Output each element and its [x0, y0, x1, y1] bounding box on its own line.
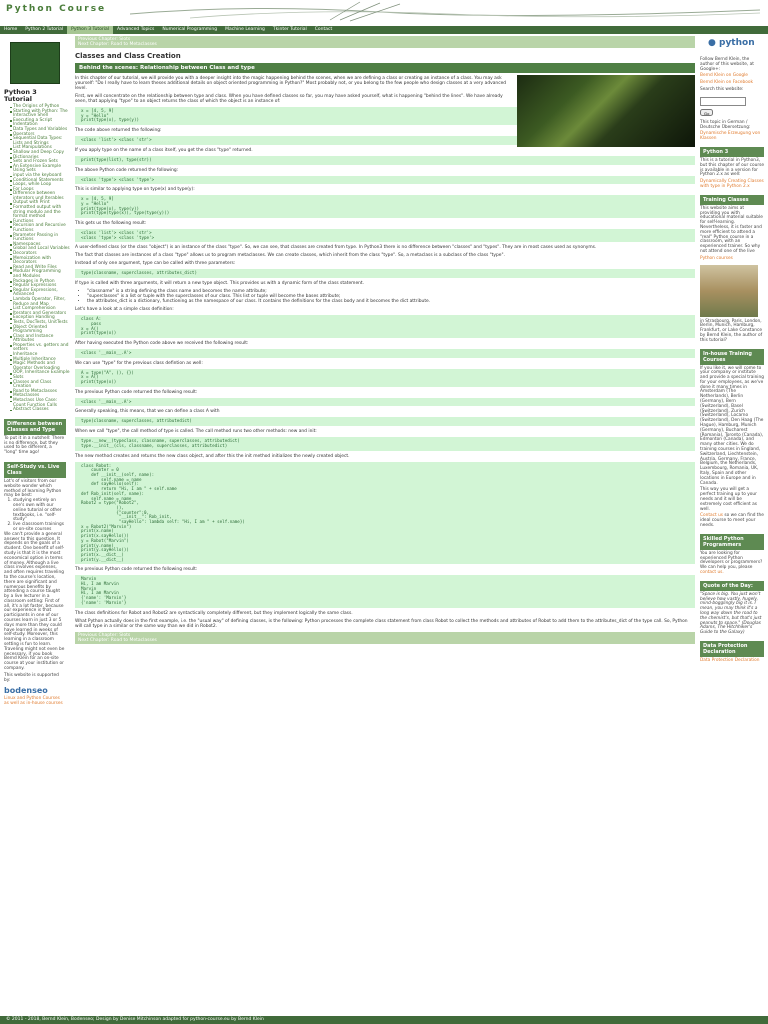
- toc-link[interactable]: Lambda Operator, Filter, Reduce and Map: [10, 298, 70, 307]
- training-text: This website aims at providing you with educational material suitable for self-learning. Nevertheless, it is faster and more efficient to attend a "real" Python course in a classroom, with an experienced trainer. So why not attend one of the live: [700, 205, 763, 254]
- toc-link[interactable]: Abstract Classes: [10, 408, 70, 413]
- follow-text: Follow Bernd Klein, the author of this website, at Google+:: [700, 57, 754, 72]
- toc-link[interactable]: Road to Metaclasses: [10, 390, 70, 395]
- paragraph: Instead of only one argument, type can be called with three parameters:: [75, 261, 236, 267]
- next-chapter-link[interactable]: Next Chapter: Road to Metaclasses: [78, 637, 157, 643]
- paragraph: The code above returned the following:: [75, 128, 162, 134]
- banner-image: [130, 0, 760, 24]
- toc-link[interactable]: Magic Methods and Operator Overloading: [10, 362, 70, 371]
- intro-text: Lot's of visitors from our website wonder which method of learning Python may be best:: [4, 478, 62, 499]
- left-sidebar: [0, 34, 70, 707]
- toc-link[interactable]: Metaclass Use Case: Count Function Calls: [10, 399, 70, 408]
- toc-link[interactable]: For Loops: [10, 188, 70, 193]
- code-block: type(classname, superclasses, attributes_dict): [75, 269, 695, 278]
- paragraph: When we call "type", the call method of type is called. The call method runs two other methods: new and init:: [75, 429, 317, 435]
- main-content: [75, 36, 695, 644]
- list-item: • the attributes_dict is a dictionary, functioning as the namespace of our class. It contains the definitions for the class body and it becomes the dict attribute.: [87, 299, 695, 304]
- code-block: <class 'list'> <class 'str'> <class 'type'> <class 'type'>: [75, 229, 695, 242]
- toc-link[interactable]: Memoization with Decorators: [10, 257, 70, 266]
- facebook-link[interactable]: Bernd Klein on Facebook: [700, 80, 753, 86]
- python2-link[interactable]: Dynamically Creating Classes with type in Python 2.x: [700, 179, 764, 189]
- toc-link[interactable]: Shallow and Deep Copy: [10, 151, 70, 156]
- toc-link[interactable]: Regular Expressions, Advanced: [10, 289, 70, 298]
- python3-box-title: Python 3: [700, 147, 764, 157]
- paragraph: In this chapter of our tutorial, we will provide you with a deeper insight into the magic happening behind the scenes, when we are defining a class or creating an instance of a class. You may ask yourself: "Do I really have to learn theses additional details on object oriented programming in Python?" Most probably not, or you belong to the few people who design classes at a very advanced level.: [75, 76, 507, 91]
- toc-link[interactable]: Exception Handling: [10, 316, 70, 321]
- paragraph: The previous Python code returned the following result:: [75, 389, 198, 395]
- body-text: We can't provide a general answer to this question. It depends on the goals of a student. One benefit of self-study is that it is the most economical option in terms of money. Although a live class involves expenses, and often requires traveling to the course's location, there are significant and numerous benefits by attending a course taught by a live lecturer in a classroom setting: First of all, it's a lot faster, because our experience is that participants in one of our courses learn in just 3 or 5 days more than they could have learned in weeks of self-study. Moreover, this learning in a classroom setting is fun to learn. Traveling might not even be necessary, if you book Bernd Klein for an on-site course at your institution or company.: [4, 531, 65, 672]
- paragraph: The above Python code returned the following:: [75, 167, 179, 173]
- python3-text: This is a tutorial in Python3, but this chapter of our course is available in a version for Python 2.x as well:: [700, 157, 764, 178]
- inhouse-text: If you like it, we will come to your company or institute and provide a special training for your employees, as we've done it many times in Amsterdam (The Netherlands), Berlin (Germany), Bern (Switzerland), Basel (Switzerland), Zurich (Switzerland), Locarno (Switzerland), Den Haag (The Hague), Hamburg, Munich (Germany), Bucharest (Romania), Toronto (Canada), Edmonton (Canada), and many other cities. We do training courses in England, Switzerland, Liechtenstein, Austria, Germany, France, Belgium, the Netherlands, Luxembourg, Romania, UK, Italy, Spain and other locations in Europe and in Canada.: [700, 365, 764, 486]
- toc-link[interactable]: Conditional Statements: [10, 179, 70, 184]
- contact-us-link[interactable]: contact us.: [700, 569, 724, 575]
- python-logo-icon: ●: [708, 38, 716, 48]
- code-block: <class 'type'> <class 'type'>: [75, 176, 695, 185]
- toc-link[interactable]: An Extensive Example Using Sets: [10, 165, 70, 174]
- toc-link[interactable]: Slots: [10, 376, 70, 381]
- training-box-title: Training Classes: [700, 195, 764, 205]
- sidebar-box-text: [4, 480, 66, 672]
- skilled-text: You are looking for experienced Python developers or programmers? We can help you, please: [700, 550, 763, 571]
- toc-link[interactable]: Metaclasses: [10, 394, 70, 399]
- code-block: class Robot: counter = 0 def __init__(self, name): self.name = name def sayHello(self): return "Hi, I am " + self.name def Rob_init(self, name): self.name = name Robot2 = type("Robot2", (), {"counter":0, "__init__": Rob_init, "sayHello": lambda self: "Hi, I am " + self.name}) x = Robot2("Marvin") print(x.name) print(x.sayHello()) y = Robot("Marvin") print(y.name) print(y.sayHello()) print(x.__dict__) print(y.__dict__): [75, 462, 695, 565]
- toc-link[interactable]: Inheritance: [10, 353, 70, 358]
- inhouse-text-2: This way you will get a perfect training up to your needs and it will be extremely cost efficient as well.: [700, 487, 757, 512]
- german-text: This topic in German / Deutsche Übersetzung:: [700, 119, 751, 130]
- toc-link[interactable]: Decorators: [10, 252, 70, 257]
- google-link[interactable]: Bernd Klein on Google: [700, 73, 748, 79]
- toc-link[interactable]: Packages in Python: [10, 280, 70, 285]
- right-sidebar: [700, 36, 764, 666]
- toc-link[interactable]: Parameter Passing in Functions: [10, 234, 70, 243]
- list-item: 1. studying entirely on one's own with our online tutorial or other textbooks, i.e. "self-study": [13, 499, 66, 523]
- data-protection-box-title: Data Protection Declaration: [700, 641, 764, 657]
- code-block: x = [4, 5, 9] y = "Hello" print(type(x), type(y)) print(type(type(x)), type(type(y))): [75, 195, 695, 218]
- snake-logo: [10, 42, 60, 84]
- code-block: type(classname, superclasses, attributedict): [75, 417, 695, 426]
- bullet-list: [75, 289, 695, 304]
- data-protection-link[interactable]: Data Protection Declaration: [700, 657, 760, 663]
- quote-box-title: Quote of the Day:: [700, 581, 764, 591]
- toc-link[interactable]: Functions: [10, 220, 70, 225]
- gears-image: [517, 75, 695, 147]
- list-item: • "classname" is a string defining the class name and becomes the name attribute;: [87, 289, 695, 294]
- prev-chapter-link[interactable]: Previous Chapter: Slots: [78, 632, 131, 638]
- toc-link[interactable]: Regular Expressions: [10, 284, 70, 289]
- toc-link[interactable]: Tests, DocTests, UnitTests: [10, 321, 70, 326]
- python-logo-text: python: [719, 38, 755, 48]
- code-block: class A: pass x = A() print(type(x)): [75, 315, 695, 338]
- code-block: x = [4, 5, 9] y = "Hello" print(type(x), type(y)): [75, 107, 695, 125]
- toc-link[interactable]: List Comprehension: [10, 307, 70, 312]
- toc-link[interactable]: Recursion and Recursive Functions: [10, 224, 70, 233]
- code-block: A = type("A", (), {}) x = A() print(type(x)): [75, 369, 695, 387]
- method-list: [4, 499, 66, 533]
- code-block: <class '__main__.A'>: [75, 398, 695, 407]
- toc-list: [0, 105, 70, 413]
- python-logo[interactable]: [708, 38, 764, 48]
- toc-link[interactable]: Classes and Class Creation: [10, 381, 70, 390]
- paragraph: If you apply type on the name of a class itself, you get the class "type" returned.: [75, 147, 253, 153]
- sidebar-box-text: To put it in a nutshell: There is no difference, but they used to be different, a "long" time ago!: [4, 435, 65, 456]
- top-nav: [0, 26, 768, 34]
- prev-chapter-link[interactable]: Previous Chapter: Slots: [78, 37, 131, 42]
- nav-item-machine-learning[interactable]: Machine Learning: [225, 27, 265, 32]
- bodenseo-logo[interactable]: bodenseo: [4, 686, 48, 696]
- search-label: Search this website:: [700, 86, 744, 92]
- nav-item-contact[interactable]: Contact: [314, 27, 333, 32]
- support-link[interactable]: Linux and Python Courses as well as in-house courses: [4, 696, 63, 707]
- toc-link[interactable]: The Origins of Python: [10, 105, 70, 110]
- german-link[interactable]: Dynamische Erzeugung von Klassen: [700, 131, 761, 142]
- toc-link[interactable]: Operators: [10, 133, 70, 138]
- toc-link[interactable]: Class and Instance Attributes: [10, 335, 70, 344]
- paragraph: What Python actually does in the first example, i.e. the "usual way" of defining classes, is the following: Python processes the complete class statement from class Robot to collect the methods and attributes of Robot to add them to the attributes_dict of the type call. So, Python will call type in a similar or the same way than we did in Robot2.: [75, 618, 688, 629]
- paragraph: Generally speaking, this means, that we can define a class A with: [75, 409, 220, 415]
- footer: © 2011 - 2018, Bernd Klein, Bodenseo; Design by Denise Mitchinson adapted for python-course.eu by Bernd Klein: [0, 1016, 768, 1024]
- building-image: [700, 265, 758, 317]
- skilled-box-title: Skilled Python Programmers: [700, 534, 764, 550]
- toc-link[interactable]: Modular Programming and Modules: [10, 270, 70, 279]
- toc-link[interactable]: Loops, while Loop: [10, 183, 70, 188]
- toc-link[interactable]: Global and Local Variables: [10, 247, 70, 252]
- toc-link[interactable]: Sets and Frozen Sets: [10, 160, 70, 165]
- nav-item-python-2-tutorial[interactable]: Python 2 Tutorial: [25, 27, 64, 32]
- toc-link[interactable]: Iterators and Generators: [10, 312, 70, 317]
- toc-link[interactable]: Starting with Python: The Interactive Shell: [10, 110, 70, 119]
- toc-link[interactable]: Data Types and Variables: [10, 128, 70, 133]
- quote-text: "Space is big. You just won't believe how vastly, hugely, mind-bogglingly big it is. I mean, you may think it's a long way down the road to the chemist's, but that's just peanuts to space." (Douglas Adams, The Hitchhiker's Guide to the Galaxy): [700, 591, 762, 636]
- paragraph: The class definitions for Robot and Robot2 are syntactically completely different, but they implement logically the same class.: [75, 610, 353, 616]
- paragraph: First, we will concentrate on the relationship between type and class. When you have defined classes so far, you may have asked yourself, what is happening "behind the lines". We have already seen, that applying "type" to an object returns the class of which the object is an instance of:: [75, 94, 503, 104]
- toc-link[interactable]: Properties vs. getters and setters: [10, 344, 70, 353]
- inhouse-box-title: In-house Training Courses: [700, 349, 764, 365]
- site-title[interactable]: Python Course: [6, 4, 107, 14]
- chapter-nav-bottom: [75, 632, 695, 644]
- sidebar-box-title: Self-Study vs. Live Class: [4, 462, 66, 478]
- toc-link[interactable]: Namespaces: [10, 243, 70, 248]
- list-item: 2. live classroom trainings or on-site courses: [13, 523, 66, 533]
- paragraph: A user-defined class (or the class "object") is an instance of the class "type". So, we can see, that classes are created from type. In Python3 there is no difference between "classes" and "types". They are in most cases used as synonyms.: [75, 245, 597, 251]
- code-block: <class '__main__.A'>: [75, 349, 695, 358]
- toc-link[interactable]: Read and Write Files: [10, 266, 70, 271]
- sidebar-section-title: Python 3 Tutorial: [4, 88, 37, 103]
- nav-item-numerical-programming[interactable]: Numerical Programming: [162, 27, 218, 32]
- python-courses-link[interactable]: Python courses: [700, 255, 733, 261]
- header: [0, 0, 768, 26]
- paragraph: This gets us the following result:: [75, 221, 147, 227]
- toc-link[interactable]: Difference between interators und Iterables: [10, 192, 70, 201]
- go-button[interactable]: Go: [700, 109, 713, 116]
- section-heading: Behind the scenes: Relationship between Class and type: [75, 63, 695, 73]
- page-title: Classes and Class Creation: [75, 52, 181, 60]
- code-block: print(type(list), type(str)): [75, 156, 695, 165]
- paragraph: This is similar to applying type on type(x) and type(y):: [75, 187, 195, 193]
- toc-link[interactable]: Object Oriented Programming: [10, 326, 70, 335]
- nav-item-python-3-tutorial[interactable]: Python 3 Tutorial: [67, 26, 113, 34]
- toc-link[interactable]: Output with Print: [10, 201, 70, 206]
- nav-item-home[interactable]: Home: [4, 27, 18, 32]
- paragraph: After having executed the Python code above we received the following result:: [75, 340, 249, 346]
- city-text: in Strasbourg, Paris, London, Berlin, Munich, Hamburg, Frankfurt, or Lake Constance by Bernd Klein, the author of this tutorial?: [700, 318, 763, 343]
- code-block: Marvin Hi, I am Marvin Marvin Hi, I am Marvin {'name': 'Marvin'} {'name': 'Marvin'}: [75, 575, 695, 607]
- toc-link[interactable]: OOP, Inheritance Example: [10, 371, 70, 376]
- support-text: This website is supported by:: [4, 672, 59, 683]
- paragraph: The fact that classes are instances of a class "type" allows us to program metaclasses. We can create classes, which inherit from the class "type". So, a metaclass is a subclass of the class "type".: [75, 253, 505, 259]
- toc-link[interactable]: Indentation: [10, 123, 70, 128]
- next-chapter-link[interactable]: Next Chapter: Road to Metaclasses: [78, 42, 157, 47]
- paragraph: We can use "type" for the previous class defintion as well:: [75, 360, 203, 366]
- paragraph: If type is called with three arguments, it will return a new type object. This provides us with a dynamic form of the class statement.: [75, 281, 365, 287]
- code-block: type.__new__(typeclass, classname, superclasses, attributedict) type.__init__(cls, classname, superclasses, attributedict): [75, 437, 695, 450]
- nav-item-advanced-topics[interactable]: Advanced Topics: [117, 27, 155, 32]
- toc-link[interactable]: Dictionaries: [10, 156, 70, 161]
- paragraph: The new method creates and returns the new class object, and after this the init method initializes the newly created object.: [75, 453, 350, 459]
- sidebar-box-title: Difference between Classes and Type: [4, 419, 66, 435]
- contact-link[interactable]: Contact us: [700, 513, 724, 519]
- toc-link[interactable]: Multiple Inheritance: [10, 358, 70, 363]
- toc-link[interactable]: Formatted output with string modulo and the format method: [10, 206, 70, 220]
- toc-link[interactable]: Executing a Script: [10, 119, 70, 124]
- search-input[interactable]: [700, 97, 746, 106]
- contact-text: so we can find the ideal course to meet your needs.: [700, 513, 764, 528]
- code-block: <class 'list'> <class 'str'>: [75, 136, 695, 145]
- toc-link[interactable]: input via the keyboard: [10, 174, 70, 179]
- toc-link[interactable]: List Manipulations: [10, 146, 70, 151]
- paragraph: Let's have a look at a simple class definition:: [75, 307, 174, 313]
- paragraph: The previous Python code returned the following result:: [75, 567, 198, 573]
- list-item: • "superclasses" is a list or tuple with the superclasses of our class. This list or tuple will become the bases attribute;: [87, 294, 695, 299]
- chapter-nav-top: [75, 36, 695, 48]
- nav-item-tkinter-tutorial[interactable]: Tkinter Tutorial: [272, 27, 307, 32]
- toc-link[interactable]: Sequential Data Types: Lists and Strings: [10, 137, 70, 146]
